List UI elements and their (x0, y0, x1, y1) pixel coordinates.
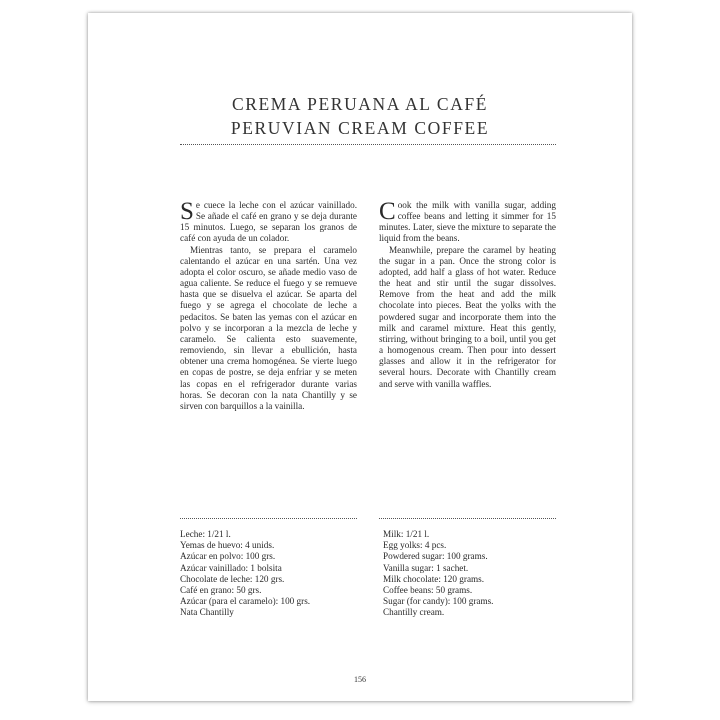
spanish-paragraph-1 (180, 200, 357, 245)
ingredient-item: Chantilly cream. (383, 607, 445, 618)
ingredient-item: Coffee beans: 50 grams. (383, 585, 473, 596)
english-ingredients-list (383, 529, 493, 619)
spanish-paragraph-1-text: e cuece la leche con el azúcar vainillado. Se añade el café en grano y se deja durante 15 minutos. Luego, se separan los granos de café con ayuda de un colador. (180, 200, 357, 244)
ingredient-item: Yemas de huevo: 4 unids. (180, 540, 275, 551)
ingredient-item: Egg yolks: 4 pcs. (383, 540, 447, 551)
page-number: 156 (354, 675, 366, 684)
english-instructions (379, 200, 556, 390)
ingredient-item: Chocolate de leche: 120 grs. (180, 573, 285, 584)
english-paragraph-1-text: ook the milk with vanilla sugar, adding coffee beans and letting it simmer for 15 minutes. Later, sieve the mixture to separate the liquid from the beans. (379, 200, 556, 244)
ingredient-item: Azúcar (para el caramelo): 100 grs. (180, 596, 311, 607)
spanish-paragraph-2: Mientras tanto, se prepara el caramelo calentando el azúcar en una sartén. Una vez adopta el color oscuro, se añade medio vaso de agua caliente. Se reduce el fuego y se remueve hasta que se disuelva el azúcar. Se aparta del fuego y se agrega el chocolate de leche a pedacitos. Se baten las yemas con el azúcar en polvo y se incorporan a la mezcla de leche y caramelo. Se calienta esto suavemente, removiendo, sin llevar a ebullición, hasta obtener una crema homogénea. Se vierte luego en copas de postre, se deja enfriar y se meten las copas en el refrigerador durante varias horas. Se decoran con la nata Chantilly y se sirven con barquillos a la vainilla. (180, 244, 357, 411)
english-paragraph-1 (379, 200, 556, 245)
title-spanish: CREMA PERUANA AL CAFÉ (231, 94, 489, 114)
ingredient-item: Milk: 1/21 l. (383, 529, 430, 539)
title-divider (180, 144, 556, 145)
ingredient-item: Azúcar vainillado: 1 bolsita (180, 562, 282, 573)
ingredient-item: Leche: 1/21 l. (180, 529, 231, 539)
english-ingredients-divider (379, 518, 556, 519)
english-paragraph-2: Meanwhile, prepare the caramel by heating the sugar in a pan. Once the strong color is adopted, add half a glass of hot water. Reduce the heat and stir until the sugar dissolves. Remove from the heat and add the milk chocolate into pieces. Beat the yolks with the powdered sugar and incorporate them into the milk and caramel mixture. Heat this gently, stirring, without bringing to a boil, until you get a homogenous cream. Then pour into dessert glasses and allow it in the refrigerator for several hours. Decorate with Chantilly cream and serve with vanilla waffles. (379, 244, 556, 389)
ingredient-item: Powdered sugar: 100 grams. (383, 551, 488, 562)
book-page (88, 13, 632, 701)
ingredient-item: Azúcar en polvo: 100 grs. (180, 551, 276, 562)
spanish-ingredients-list (180, 529, 310, 619)
spanish-ingredients-divider (180, 518, 357, 519)
ingredient-item: Milk chocolate: 120 grams. (383, 573, 485, 584)
spanish-drop-cap: S (180, 198, 194, 225)
ingredient-item: Vanilla sugar: 1 sachet. (383, 562, 469, 573)
title-english: PERUVIAN CREAM COFFEE (230, 118, 490, 138)
ingredient-item: Nata Chantilly (180, 607, 234, 618)
ingredient-item: Café en grano: 50 grs. (180, 585, 262, 596)
ingredient-item: Sugar (for candy): 100 grams. (383, 596, 494, 607)
english-drop-cap: C (379, 198, 396, 225)
spanish-instructions (180, 200, 357, 412)
